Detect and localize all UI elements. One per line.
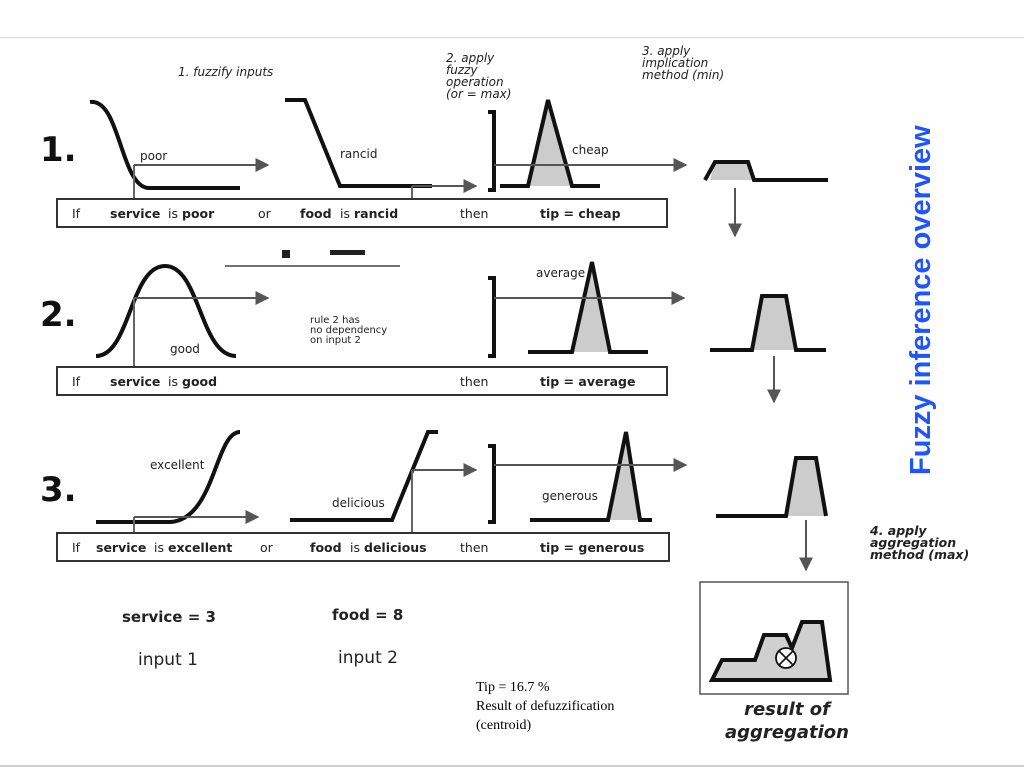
step-implication-label: 3. apply implication method (min) xyxy=(642,44,725,82)
rule-consequent: tip = generous xyxy=(540,540,645,555)
rule-if: If xyxy=(72,206,81,221)
rule-variable: service xyxy=(110,374,161,389)
service-input-value: service = 3 xyxy=(122,608,216,626)
row-number-2: 2. xyxy=(40,295,77,335)
scan-fragment-mark xyxy=(330,250,365,255)
rule-consequent: tip = average xyxy=(540,374,636,389)
rule-box-1 xyxy=(56,198,668,228)
row3-operation-bracket xyxy=(488,446,494,522)
row1-service-poor-curve xyxy=(90,102,240,188)
rule-or: or xyxy=(260,540,273,555)
step-fuzzify-label: 1. fuzzify inputs xyxy=(178,65,274,79)
mf-label-excellent: excellent xyxy=(150,458,205,472)
rule-if: If xyxy=(72,540,81,555)
rule-is: is xyxy=(340,206,350,221)
rule-variable: food xyxy=(310,540,342,555)
row2-service-good-curve xyxy=(96,266,236,356)
step-aggregation-label: 4. apply aggregation method (max) xyxy=(870,523,970,562)
defuzzification-note xyxy=(476,678,614,735)
slide-title: Fuzzy inference overview xyxy=(905,125,937,475)
mf-label-generous: generous xyxy=(542,489,598,503)
row-number-1: 1. xyxy=(40,130,77,170)
rule-then: then xyxy=(460,374,489,389)
rule-variable: service xyxy=(96,540,147,555)
rule2-note: rule 2 has no dependency on input 2 xyxy=(310,315,388,346)
mf-label-delicious: delicious xyxy=(332,496,385,510)
centroid-icon xyxy=(776,648,796,668)
service-input-label: input 1 xyxy=(138,650,198,670)
food-input-label: input 2 xyxy=(338,648,398,668)
row3-service-excellent-curve xyxy=(96,432,240,522)
mf-label-average: average xyxy=(536,266,586,280)
defuzz-method: Result of defuzzification xyxy=(476,699,615,714)
row-number-3: 3. xyxy=(40,470,77,510)
rule-term: excellent xyxy=(168,540,233,555)
defuzz-method-detail: (centroid) xyxy=(476,718,532,733)
rule-is: is xyxy=(168,374,178,389)
rule-is: is xyxy=(154,540,164,555)
rule-then: then xyxy=(460,540,489,555)
rule-term: good xyxy=(182,374,218,389)
aggregation-result-label: result of aggregation xyxy=(725,699,849,743)
row2-operation-bracket xyxy=(488,278,494,356)
rule-box-2 xyxy=(56,366,668,396)
rule-consequent: tip = cheap xyxy=(540,206,621,221)
mf-label-good: good xyxy=(170,342,200,356)
scan-fragment-mark xyxy=(282,250,290,258)
rule-or: or xyxy=(258,206,271,221)
rule-term: rancid xyxy=(354,206,399,221)
row1-food-rancid-curve xyxy=(285,100,432,186)
rule-term: poor xyxy=(182,206,215,221)
rule-variable: food xyxy=(300,206,332,221)
mf-label-cheap: cheap xyxy=(572,143,609,157)
rule-is: is xyxy=(168,206,178,221)
mf-label-poor: poor xyxy=(140,149,168,163)
food-input-value: food = 8 xyxy=(332,606,404,624)
rule-if: If xyxy=(72,374,81,389)
rule-box-3 xyxy=(56,532,670,562)
rule-variable: service xyxy=(110,206,161,221)
step-operation-label: 2. apply fuzzy operation (or = max) xyxy=(446,51,512,101)
rule-term: delicious xyxy=(364,540,427,555)
rule-then: then xyxy=(460,206,489,221)
tip-value: Tip = 16.7 % xyxy=(476,680,550,695)
row1-operation-bracket xyxy=(488,112,494,190)
mf-label-rancid: rancid xyxy=(340,147,378,161)
rule-is: is xyxy=(350,540,360,555)
